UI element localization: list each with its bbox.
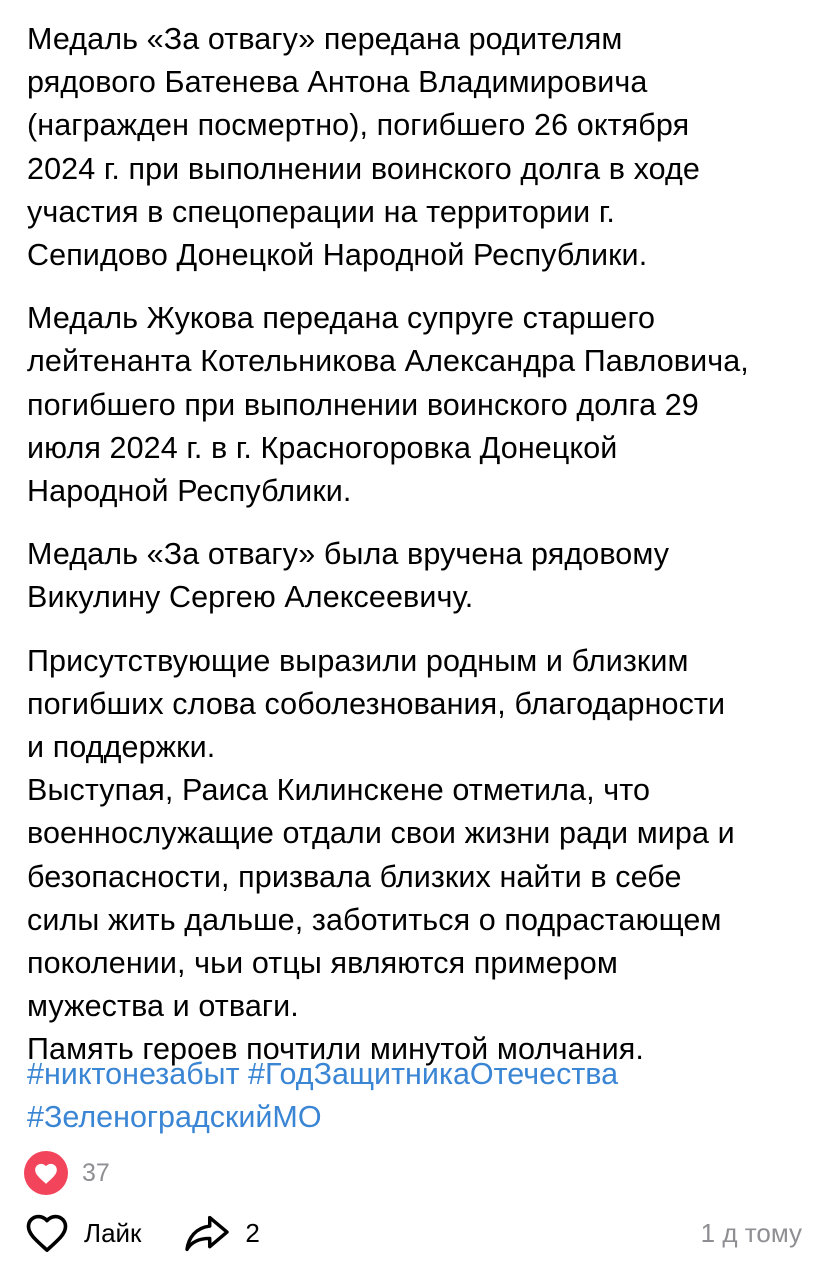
share-count: 2 bbox=[245, 1217, 260, 1248]
post-paragraph: Медаль Жукова передана супруге старшего лейтенанта Котельникова Александра Павловича, погибшего при выполнении воинского долга 29 июля 2024 г. в г. Красногоровка Донецкой Народной Республики. bbox=[27, 301, 749, 509]
hashtag-list bbox=[27, 1053, 817, 1139]
post-body bbox=[27, 18, 817, 1072]
share-arrow-icon bbox=[183, 1213, 231, 1253]
heart-outline-icon bbox=[24, 1212, 70, 1254]
like-button[interactable] bbox=[24, 1212, 141, 1254]
post-paragraph: Присутствующие выразили родным и близким погибших слова соболезнования, благодарности и поддержки. Выступая, Раиса Килинскене отметила, что военнослужащие отдали свои жизни ради мира и безопасности, призвала близких найти в себе силы жить дальше, заботиться о подрастающем поколении, чьи отцы являются примером мужества и отваги. Память героев почтили минутой молчания. bbox=[27, 643, 735, 1067]
post-paragraph: Медаль «За отвагу» была вручена рядовому Викулину Сергею Алексеевичу. bbox=[27, 537, 670, 615]
reaction-count: 37 bbox=[82, 1158, 110, 1187]
reactions-summary[interactable] bbox=[24, 1151, 110, 1195]
post-actions-bar bbox=[24, 1205, 802, 1261]
share-button[interactable] bbox=[183, 1213, 259, 1253]
post-timestamp: 1 д тому bbox=[700, 1217, 802, 1248]
hashtag-link[interactable]: #никтонезабыт bbox=[27, 1057, 240, 1091]
hashtag-link[interactable]: #ЗеленоградскийМО bbox=[27, 1100, 322, 1135]
heart-reaction-icon bbox=[24, 1151, 68, 1195]
post-paragraph: Медаль «За отвагу» передана родителям рядового Батенева Антона Владимировича (награжден посмертно), погибшего 26 октября 2024 г. при выполнении воинского долга в ходе участия в спецоперации на территории г. Сепидово Донецкой Народной Республики. bbox=[27, 22, 700, 273]
hashtag-link[interactable]: #ГодЗащитникаОтечества bbox=[248, 1057, 619, 1091]
like-label: Лайк bbox=[84, 1217, 142, 1248]
